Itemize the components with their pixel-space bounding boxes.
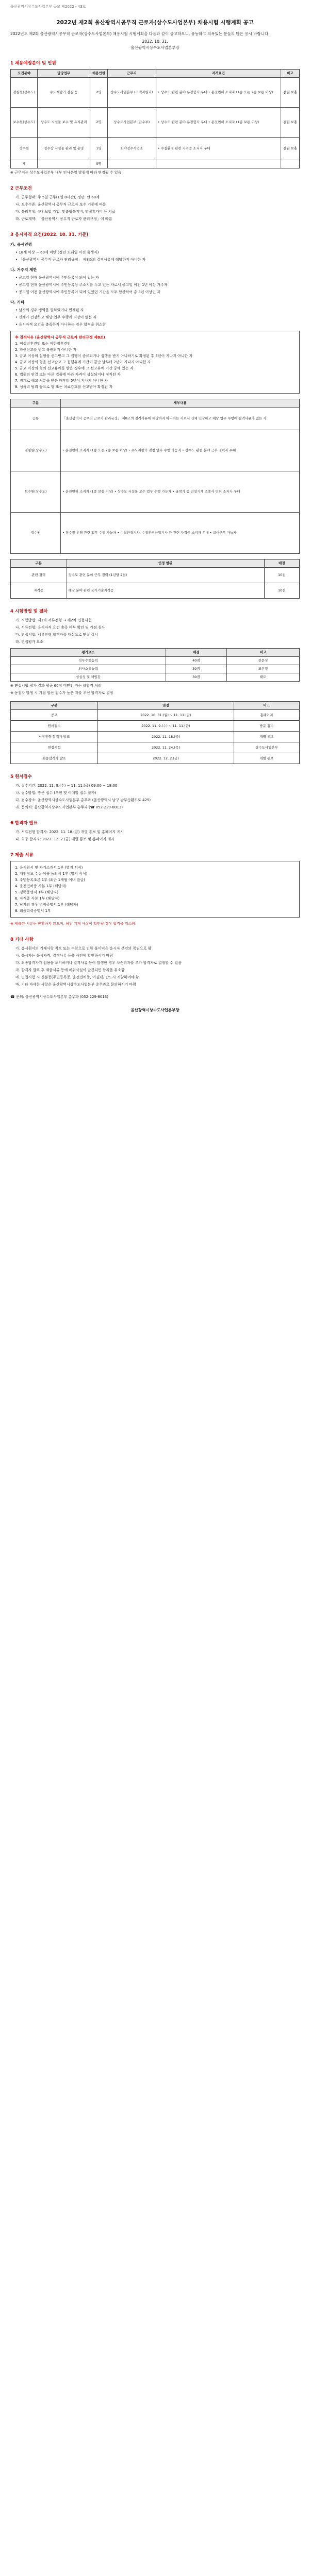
application-line: 가. 접수기간: 2022. 11. 9.(수) ~ 11. 11.(금) 09:00 ~ 18:00: [15, 784, 118, 788]
col-field: 모집분야: [11, 70, 38, 78]
col-kind: 구분: [11, 399, 61, 408]
process-line: 다. 면접시험: 서류전형 합격자를 대상으로 면접 실시: [15, 633, 98, 637]
etc-line: 가. 응시원서의 기재사항 착오 또는 누락으로 인한 불이익은 응시자 본인의 책임으로 함: [15, 946, 152, 951]
disqualify-line: 4. 금고 이상의 형을 선고받고 그 집행유예 기간이 끝난 날부터 2년이 지나지 아니한 자: [15, 360, 151, 364]
etc-line: 다. 최종합격자가 임용을 포기하거나 결격사유 등이 발생한 경우 차순위자를 추가 합격자로 결정할 수 있음: [15, 961, 182, 965]
process-note: ※ 동점자 발생 시 가점 합산 점수가 높은 자를 우선 합격자로 결정: [10, 691, 113, 695]
section-documents-title: 7 제출 서류: [10, 853, 34, 858]
eligibility-line: • 응시자격 요건을 충족하지 아니하는 경우 합격을 취소함: [15, 323, 106, 327]
col-note: 비고: [281, 70, 300, 78]
announcement-number: 울산광역시상수도사업본부 공고 제2022 - 43호: [10, 5, 86, 9]
recruit-table: [10, 69, 300, 168]
table-row: 원서접수 2022. 11. 9.(수) ~ 11. 11.(금) 방문 접수: [11, 721, 300, 732]
disqualify-line: 5. 금고 이상의 형의 선고유예를 받은 경우에 그 선고유예 기간 중에 있는 자: [15, 366, 134, 370]
table-row: 공통 「울산광역시 공무직 근로자 관리규정」 제8조의 결격사유에 해당하지 아니하는 자로서 신체 건강하고 해당 업무 수행에 결격사유가 없는 자: [11, 408, 300, 430]
application-line: 나. 접수방법: 방문 접수 (우편 및 이메일 접수 불가): [15, 791, 96, 795]
detail-table: [10, 399, 300, 554]
eligibility-etc-title: 다. 기타: [10, 300, 25, 304]
table-row: 계 5명: [11, 160, 300, 168]
announce-line: 가. 서류전형 합격자: 2022. 11. 18.(금) 개별 통보 및 홈페이지 게시: [15, 830, 124, 834]
col-score: 배점: [166, 649, 227, 657]
document-item: 2. 개인정보 수집·이용 동의서 1부 (별지 서식): [15, 872, 88, 876]
table-row: 직무수행능력 40점 전문성: [11, 657, 300, 665]
eligibility-line: • 공고일 현재 울산광역시에 주민등록이 되어 있는 자: [15, 276, 99, 280]
disqualify-line: 2. 파산선고를 받고 복권되지 아니한 자: [15, 348, 77, 352]
document-item: 5. 경력증명서 1부 (해당자): [15, 890, 59, 894]
work-condition: 나. 보수수준: 울산광역시 공무직 근로자 보수 기준에 따름: [15, 202, 106, 207]
documents-box: [10, 861, 300, 918]
table-row: 서류전형 합격자 발표 2022. 11. 18.(금) 개별 통보: [11, 732, 300, 742]
document-title: 2022년 제2회 울산광역시공무직 근로자(상수도사업본부) 채용시험 시행계획 공고: [56, 20, 254, 26]
table-row: 성실성 및 책임감 30점 태도: [11, 673, 300, 682]
process-line: 가. 시험방법: 제1차 서류전형 → 제2차 면접시험: [15, 618, 92, 622]
points-table: [10, 559, 300, 599]
table-row: 자격증 해당 분야 관련 국가기술자격증 10점: [11, 583, 300, 599]
col-count: 채용인원: [90, 70, 108, 78]
closing-issuer: 울산광역시상수도사업본부장: [130, 1008, 180, 1012]
process-line: 라. 면접평가 요소: [15, 640, 44, 644]
section-announce-title: 6 합격자 발표: [10, 821, 38, 826]
section-work-title: 2 근무조건: [10, 186, 32, 191]
col-place: 근무지: [107, 70, 156, 78]
section-application-title: 5 원서접수: [10, 774, 32, 779]
table-row: 의사소통능력 30점 표현력: [11, 665, 300, 673]
table-row: 검침원(상수도) 수도계량기 검침 등 2명 상수도사업본부 (고객지원과) • 상수도 관련 분야 유경험자 우대 • 운전면허 소지자 (1종 또는 2종 보통 이상) 결원 보충: [11, 78, 300, 108]
eligibility-line: • 공고일 현재 울산광역시에 주민등록상 주소지를 두고 있는 자로서 공고일 이전 1년 이상 거주자: [15, 283, 168, 287]
etc-line: 라. 합격자 발표 후 제출서류 등에 허위사실이 발견되면 합격을 취소함: [15, 968, 125, 972]
table-row: 검침원(상수도) • 운전면허 소지자 (1종 또는 2종 보통 이상) • 수도계량기 검침 업무 수행 가능자 • 상수도 관련 분야 근무 경력자 우대: [11, 430, 300, 471]
col-detail: 세부내용: [61, 399, 300, 408]
application-line: 라. 문의처: 울산광역시상수도사업본부 총무과 (☎ 052-229-8013): [15, 805, 123, 809]
col-element: 평가요소: [11, 649, 166, 657]
application-line: 다. 접수장소: 울산광역시상수도사업본부 총무과 (울산광역시 남구 남부순환도로 425): [15, 798, 151, 802]
document-item: 3. 주민등록초본 1부 (최근 1개월 이내 발급): [15, 878, 85, 882]
col-date: 일정: [98, 702, 234, 710]
section-process-title: 4 시험방법 및 절차: [10, 609, 48, 614]
issuer: 울산광역시상수도사업본부장: [130, 45, 180, 50]
disqualify-line: 8. 성폭력 범죄 등으로 형 또는 치료감호를 선고받아 확정된 자: [15, 385, 112, 389]
disqualify-line: 7. 징계로 해고 처분을 받은 때부터 5년이 지나지 아니한 자: [15, 379, 108, 383]
section-etc-title: 8 기타 사항: [10, 937, 34, 942]
document-item: 7. 남자의 경우 병적증명서 1부 (해당자): [15, 903, 78, 907]
table-row: 보수원(상수도) 상수도 시설물 보수 및 유지관리 2명 상수도사업본부 (급수부) • 상수도 관련 분야 유경험자 우대 • 운전면허 소지자 (1종 보통 이상) 결원 보충: [11, 108, 300, 138]
table-row: 공고 2022. 10. 31.(월) ~ 11. 11.(금) 홈페이지: [11, 710, 300, 721]
col-duty: 담당업무: [38, 70, 90, 78]
document-item: 8. 최종학력증명서 1부: [15, 909, 51, 913]
eligibility-line: • 18세 이상 ~ 60세 미만 (정년 도래일 이전 출생자): [15, 250, 99, 255]
announce-line: 나. 최종 합격자: 2022. 12. 2.(금) 개별 통보 및 홈페이지 게시: [15, 837, 115, 841]
process-note: ※ 면접시험 평가 결과 평균 60점 미만인 자는 불합격 처리: [10, 684, 102, 688]
document-item: 6. 자격증 사본 1부 (해당자): [15, 896, 60, 901]
work-condition: 다. 복리후생: 4대 보험 가입, 맞춤형복지비, 명절휴가비 등 지급: [15, 210, 116, 214]
table-row: 면접시험 2022. 11. 24.(목) 상수도사업본부: [11, 742, 300, 753]
disqualify-box: [10, 331, 300, 394]
recruit-note: ※ 근무지는 상수도사업본부 내부 인사운영 방침에 따라 변경될 수 있음: [10, 171, 122, 175]
document-item: 4. 운전면허증 사본 1부 (해당자): [15, 884, 67, 888]
eligibility-residence-title: 나. 거주지 제한: [10, 267, 37, 272]
col-range: 인정 범위: [67, 560, 264, 568]
document-page: [10, 0, 300, 1013]
work-condition: 라. 근로계약: 「울산광역시 공무직 근로자 관리규정」에 따름: [15, 217, 112, 221]
col-note: 비고: [226, 649, 299, 657]
etc-line: 마. 면접시험 시 신분증(주민등록증, 운전면허증, 여권)을 반드시 지참하여야 함: [15, 975, 139, 979]
etc-line: 바. 기타 자세한 사항은 울산광역시상수도사업본부 총무과로 문의하시기 바람: [15, 982, 137, 987]
col-note: 비고: [234, 702, 299, 710]
eligibility-line: • 남자의 경우 병역을 필하였거나 면제된 자: [15, 308, 84, 312]
table-row: 보수원(상수도) • 운전면허 소지자 (1종 보통 이상) • 상수도 시설물 보수 업무 수행 가능자 • 굴착기 등 건설기계 조종사 면허 소지자 우대: [11, 471, 300, 513]
eligibility-line: • 「울산광역시 공무직 근로자 관리규정」 제8조의 결격사유에 해당하지 아니한 자: [15, 258, 146, 262]
etc-line: 나. 응시자는 응시자격, 결격사유 등을 사전에 확인하시기 바람: [15, 954, 113, 958]
disqualify-title: ※ 결격사유 (울산광역시 공무직 근로자 관리규정 제8조): [15, 335, 105, 340]
contact-line: ☎ 문의: 울산광역시상수도사업본부 총무과 (052-229-8013): [10, 995, 108, 999]
work-condition: 가. 근무형태: 주 5일 근무(1일 8시간), 정년: 만 60세: [15, 195, 100, 199]
eligibility-line: • 신체가 건강하고 해당 업무 수행에 지장이 없는 자: [15, 315, 97, 319]
eligibility-line: • 공고일 이전 울산광역시에 주민등록이 되어 있었던 기간을 모두 합산하여 총 3년 이상인 자: [15, 290, 160, 294]
col-score: 배점: [264, 560, 299, 568]
announcement-date: 2022. 10. 31.: [142, 39, 168, 44]
col-req: 자격요건: [156, 70, 281, 78]
schedule-table: [10, 701, 300, 764]
disqualify-line: 6. 법원의 판결 또는 다른 법률에 따라 자격이 상실되거나 정지된 자: [15, 372, 121, 377]
documents-note: ※ 제출된 서류는 반환하지 않으며, 허위 기재 사실이 확인될 경우 합격을 취소함: [10, 922, 136, 926]
table-row: 관련 경력 상수도 관련 분야 근무 경력 (1년당 2점) 10점: [11, 568, 300, 583]
process-line: 나. 서류전형: 응시자격 요건 충족 여부 확인 및 가점 심사: [15, 625, 105, 630]
disqualify-line: 1. 피성년후견인 또는 피한정후견인: [15, 342, 71, 346]
section-eligibility-title: 3 응시자격 요건(2022. 10. 31. 기준): [10, 232, 89, 238]
table-row: 정수원 정수장 시설물 관리 및 운영 1명 회야정수사업소 • 수질환경 관련 자격증 소지자 우대 결원 보충: [11, 138, 300, 160]
disqualify-line: 3. 금고 이상의 실형을 선고받고 그 집행이 종료되거나 집행을 받지 아니하기로 확정된 후 5년이 지나지 아니한 자: [15, 354, 193, 358]
eligibility-age-title: 가. 응시연령: [10, 242, 32, 247]
table-row: 정수원 • 정수장 운영 관련 업무 수행 가능자 • 수질환경기사, 수질환경산업기사 등 관련 자격증 소지자 우대 • 교대근무 가능자: [11, 513, 300, 554]
section-recruit-title: 1 채용예정분야 및 인원: [10, 61, 56, 66]
col-kind: 구분: [11, 560, 67, 568]
col-step: 구분: [11, 702, 98, 710]
table-row: 최종합격자 발표 2022. 12. 2.(금) 개별 통보: [11, 753, 300, 764]
intro-text: 2022년도 제2회 울산광역시공무직 근로자(상수도사업본부) 채용시험 시행계획을 다음과 같이 공고하오니, 유능하고 의욕있는 분들의 많은 응시 바랍니다.: [10, 31, 270, 36]
document-item: 1. 응시원서 및 자기소개서 1부 (별지 서식): [15, 866, 83, 870]
eval-table: [10, 648, 300, 682]
